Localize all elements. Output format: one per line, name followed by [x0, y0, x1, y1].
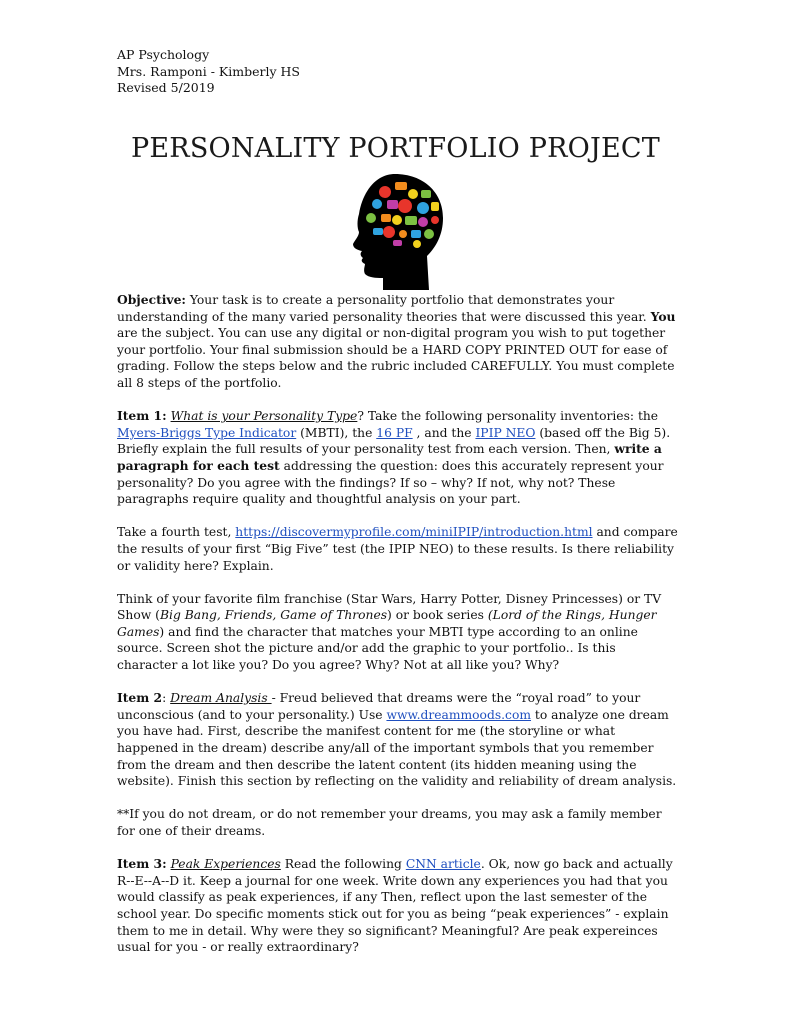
objective-label: Objective: [117, 292, 186, 307]
item2-paragraph: Item 2: Dream Analysis - Freud believed that dreams were the “royal road” to your unconscious (and to your personality.) Use www.dreammoods.com to analyze one dream you have had. First, describe the manifest content for me (the storyline or what happened in the dream) describe any/all of the important symbols that you remember from the dream and then describe the latent content (its hidden meaning using the website). Finish this section by reflecting on the validity and reliability of dream analysis. [117, 690, 677, 789]
item1-paragraph: Item 1: What is your Personality Type? Take the following personality inventories: the Myers-Briggs Type Indicator (MBTI), the 16 PF , and the IPIP NEO (based off the Big 5). Briefly explain the full results of your personality test from each version. Then, write a paragraph for each test addressing the question: does this accurately represent your personality? Do you agree with the findings? If so – why? If not, why not? These paragraphs require quality and thoughtful analysis on your part. [117, 408, 671, 507]
item1-heading: What is your Personality Type [170, 409, 358, 424]
item3-heading: Peak Experiences [170, 857, 281, 872]
page-title: PERSONALITY PORTFOLIO PROJECT [131, 133, 660, 164]
colorful-head-illustration [343, 170, 447, 292]
document-header [117, 47, 300, 97]
document-body [117, 292, 679, 972]
objective-paragraph: Objective: Your task is to create a personality portfolio that demonstrates your understanding of the many varied personality theories that were discussed this year. You are the subject. You can use any digital or non-digital program you wish to put together your portfolio. Your final submission should be a HARD COPY PRINTED OUT for ease of grading. Follow the steps below and the rubric included CAREFULLY. You must complete all 8 steps of the portfolio. [117, 292, 676, 390]
fourth-test-paragraph: Take a fourth test, https://discovermyprofile.com/miniIPIP/introduction.html and compare the results of your first “Big Five” test (the IPIP NEO) to these results. Is there reliability or validity here? Explain. [117, 525, 678, 573]
16pf-link[interactable]: 16 PF [376, 425, 413, 440]
item3-paragraph: Item 3: Peak Experiences Read the following CNN article. Ok, now go back and actually R--E--A--D it. Keep a journal for one week. Write down any experiences you had that you would classify as peak experiences, if any Then, reflect upon the last semester of the school year. Do specific moments stick out for you as being “peak experiences” - explain them to me in detail. Why were they so significant? Meaningful? Are peak expereinces usual for you - or really extraordinary? [117, 856, 673, 955]
item3-label: Item 3: [117, 856, 167, 872]
item2-heading: Dream Analysis [170, 691, 272, 706]
teacher-name: Mrs. Ramponi - Kimberly HS [117, 63, 300, 79]
film-franchise-paragraph: Think of your favorite film franchise (Star Wars, Harry Potter, Disney Princesses) or TV Show (Big Bang, Friends, Game of Thrones) or book series (Lord of the Rings, Hunger Games) and find the character that matches your MBTI type according to an online source. Screen shot the picture and/or add the graphic to your portfolio.. Is this character a lot like you? Do you agree? Why? Not at all like you? Why? [117, 591, 662, 673]
mbti-link[interactable]: Myers-Briggs Type Indicator [117, 425, 297, 440]
dream-note-paragraph: **If you do not dream, or do not remember your dreams, you may ask a family member for one of their dreams. [117, 807, 662, 838]
course-name: AP Psychology [117, 47, 210, 62]
ipip-neo-link[interactable]: IPIP NEO [475, 425, 536, 440]
item2-label: Item 2 [117, 690, 163, 706]
cnn-article-link[interactable]: CNN article [405, 857, 481, 872]
item1-label: Item 1: [117, 408, 167, 424]
dreammoods-link[interactable]: www.dreammoods.com [386, 707, 532, 722]
discovermyprofile-link[interactable]: https://discovermyprofile.com/miniIPIP/introduction.html [235, 525, 593, 540]
revision-date: Revised 5/2019 [117, 80, 215, 95]
